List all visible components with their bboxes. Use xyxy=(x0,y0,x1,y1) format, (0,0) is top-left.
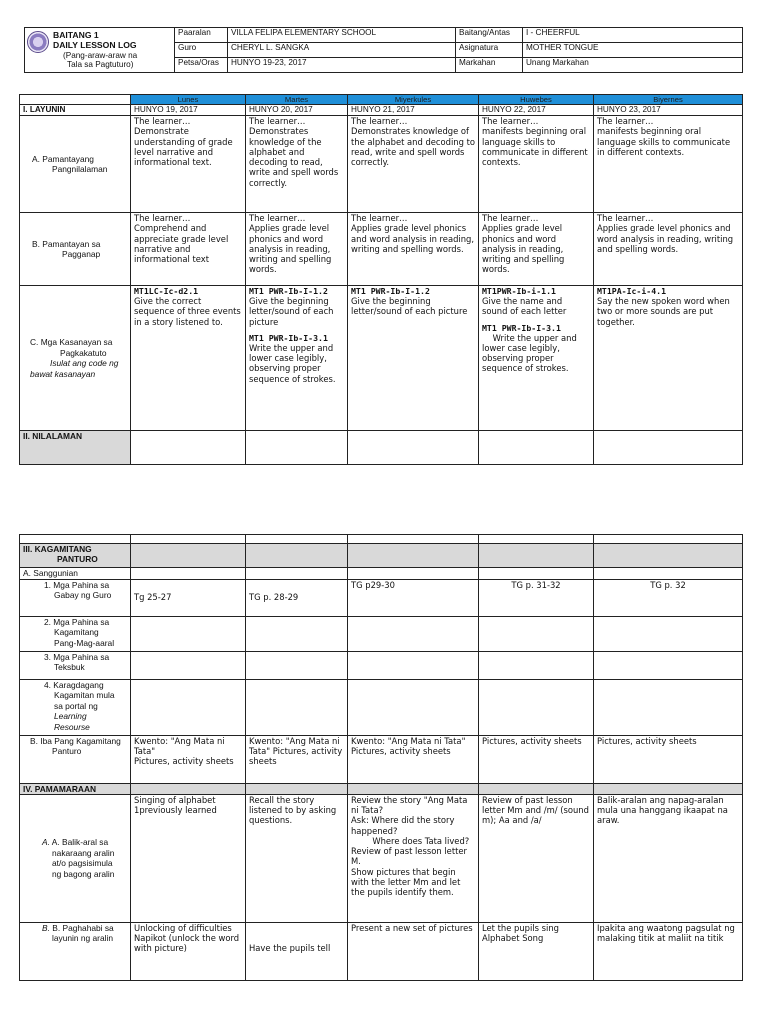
grade-level-value: I - CHEERFUL xyxy=(523,28,743,43)
procedure-cell: Present a new set of pictures xyxy=(348,922,479,980)
content-cell: The learner… manifests beginning oral language skills to communicate in different contexts. xyxy=(479,116,594,213)
empty-cell xyxy=(131,783,246,794)
content-cell: The learner… Applies grade level phonics and word analysis in reading, writing and spelling words. xyxy=(348,213,479,286)
reference-cell: TG p29-30 xyxy=(348,579,479,616)
empty-cell xyxy=(348,783,479,794)
materials-cell: Kwento: "Ang Mata ni Tata" Pictures, activity sheets xyxy=(246,735,348,783)
competency-cell: MT1PWR-Ib-i-1.1 Give the name and sound of each letter MT1 PWR-Ib-I-3.1 Write the upper and lower case legibly, observing proper sequence of strokes. xyxy=(479,286,594,431)
content-cell: The learner… Demonstrate understanding of grade level narrative and informational text. xyxy=(131,116,246,213)
date-label: Petsa/Oras xyxy=(175,58,228,73)
competency-cell: MT1PA-Ic-i-4.1 Say the new spoken word when two or more sounds are put together. xyxy=(594,286,743,431)
competency-cell: MT1LC-Ic-d2.1 Give the correct sequence of three events in a story listened to. xyxy=(131,286,246,431)
content-cell: The learner… Demonstrates knowledge of the alphabet and decoding to read, write and spell words correctly. xyxy=(246,116,348,213)
empty-cell xyxy=(479,431,594,465)
row-label-balik-aral: A. A. Balik-aral sa nakaraang aralin at/o pagsisimula ng bagong aralin xyxy=(20,794,131,922)
empty-cell xyxy=(131,431,246,465)
teacher-value: CHERYL L. SANGKA xyxy=(228,43,456,58)
procedure-cell: Singing of alphabet 1previously learned xyxy=(131,794,246,922)
empty-cell xyxy=(246,651,348,679)
section-kagamitang-panturo: III. KAGAMITANG PANTURO xyxy=(20,544,131,568)
empty-cell xyxy=(348,616,479,651)
materials-cell: Pictures, activity sheets xyxy=(479,735,594,783)
empty-cell xyxy=(594,616,743,651)
competency-code: MT1 PWR-Ib-I-3.1 xyxy=(249,332,328,343)
day-header: Biyernes xyxy=(594,95,743,105)
row-label-teksbuk: 3. Mga Pahina sa Teksbuk xyxy=(20,651,131,679)
row-label-karagdagang-kagamitan: 4. Karagdagang Kagamitan mula sa portal ng Learning Resourse xyxy=(20,679,131,735)
procedure-cell: Let the pupils sing Alphabet Song xyxy=(479,922,594,980)
empty-cell xyxy=(479,679,594,735)
competency-code: MT1LC-Ic-d2.1 xyxy=(134,286,199,296)
empty-cell xyxy=(348,544,479,568)
header-table xyxy=(24,27,743,73)
empty-cell xyxy=(479,616,594,651)
blank-corner xyxy=(20,95,131,105)
school-value: VILLA FELIPA ELEMENTARY SCHOOL xyxy=(228,28,456,43)
procedure-cell: Review the story "Ang Mata ni Tata? Ask: Where did the story happened? Where does Tata lived? Review of past lesson letter M. Show pictures that begin with the letter Mm and let the pupils identify them. xyxy=(348,794,479,922)
competency-code: MT1PWR-Ib-i-1.1 xyxy=(482,286,556,296)
grade-title: BAITANG 1 xyxy=(53,30,99,40)
date-cell: HUNYO 22, 2017 xyxy=(479,105,594,116)
quarter-value: Unang Markahan xyxy=(523,58,743,73)
empty-cell xyxy=(594,568,743,580)
section-layunin: I. LAYUNIN xyxy=(20,105,131,116)
date-cell: HUNYO 21, 2017 xyxy=(348,105,479,116)
materials-cell: Kwento: "Ang Mata ni Tata" Pictures, activity sheets xyxy=(348,735,479,783)
empty-cell xyxy=(348,535,479,544)
procedure-cell: Ipakita ang waatong pagsulat ng malaking titik at maliit na titik xyxy=(594,922,743,980)
reference-cell: Tg 25-27 xyxy=(131,579,246,616)
empty-cell xyxy=(20,535,131,544)
empty-cell xyxy=(246,616,348,651)
procedure-cell: Have the pupils tell xyxy=(246,922,348,980)
empty-cell xyxy=(246,544,348,568)
empty-cell xyxy=(594,431,743,465)
row-label-sanggunian: A. Sanggunian xyxy=(20,568,131,580)
row-label-paghahabi: B. B. Paghahabi sa layunin ng aralin xyxy=(20,922,131,980)
empty-cell xyxy=(348,651,479,679)
row-label-pamantayang-pangnilalaman: A. Pamantayang Pangnilalaman xyxy=(20,116,131,213)
subject-value: MOTHER TONGUE xyxy=(523,43,743,58)
content-cell: The learner… Comprehend and appreciate grade level narrative and informational text xyxy=(131,213,246,286)
content-cell: The learner… Applies grade level phonics and word analysis in reading, writing and spelling words. xyxy=(479,213,594,286)
empty-cell xyxy=(479,535,594,544)
date-cell: HUNYO 23, 2017 xyxy=(594,105,743,116)
empty-cell xyxy=(594,651,743,679)
school-label: Paaralan xyxy=(175,28,228,43)
empty-cell xyxy=(131,568,246,580)
date-cell: HUNYO 19, 2017 xyxy=(131,105,246,116)
grade-level-label: Baitang/Antas xyxy=(456,28,523,43)
reference-cell: TG p. 32 xyxy=(594,579,743,616)
section-pamamaraan: IV. PAMAMARAAN xyxy=(20,783,131,794)
teacher-label: Guro xyxy=(175,43,228,58)
document-subtitle-2: Tala sa Pagtuturo) xyxy=(67,60,134,70)
section-nilalaman: II. NILALAMAN xyxy=(20,431,131,465)
empty-cell xyxy=(131,679,246,735)
empty-cell xyxy=(131,651,246,679)
empty-cell xyxy=(131,535,246,544)
empty-cell xyxy=(479,544,594,568)
empty-cell xyxy=(348,679,479,735)
content-cell: The learner… manifests beginning oral language skills to communicate in different contexts. xyxy=(594,116,743,213)
competency-code: MT1PA-Ic-i-4.1 xyxy=(597,286,667,296)
empty-cell xyxy=(594,679,743,735)
date-value: HUNYO 19-23, 2017 xyxy=(228,58,456,73)
empty-cell xyxy=(348,431,479,465)
empty-cell xyxy=(131,616,246,651)
empty-cell xyxy=(594,535,743,544)
empty-cell xyxy=(246,568,348,580)
procedure-cell: Review of past lesson letter Mm and /m/ (sound m); Aa and /a/ xyxy=(479,794,594,922)
procedure-cell: Recall the story listened to by asking questions. xyxy=(246,794,348,922)
document-title: DAILY LESSON LOG xyxy=(53,40,137,51)
empty-cell xyxy=(594,544,743,568)
row-label-gabay-ng-guro: 1. Mga Pahina sa Gabay ng Guro xyxy=(20,579,131,616)
empty-cell xyxy=(131,544,246,568)
document-subtitle-1: (Pang-araw-araw na xyxy=(63,50,138,60)
deped-seal-icon xyxy=(27,31,49,53)
date-cell: HUNYO 20, 2017 xyxy=(246,105,348,116)
title-block xyxy=(25,28,175,73)
content-cell: The learner… Applies grade level phonics and word analysis in reading, writing and spelling words. xyxy=(246,213,348,286)
competency-code: MT1 PWR-Ib-I-3.1 xyxy=(482,322,561,333)
day-header: Miyerkules xyxy=(348,95,479,105)
day-header: Martes xyxy=(246,95,348,105)
competency-cell: MT1 PWR-Ib-I-1.2 Give the beginning letter/sound of each picture xyxy=(348,286,479,431)
empty-cell xyxy=(246,431,348,465)
day-header: Lunes xyxy=(131,95,246,105)
row-label-iba-pang-kagamitang-panturo: B. Iba Pang Kagamitang Panturo xyxy=(20,735,131,783)
empty-cell xyxy=(479,568,594,580)
lesson-log-table-materials xyxy=(19,534,743,981)
empty-cell xyxy=(246,783,348,794)
empty-cell xyxy=(246,679,348,735)
empty-cell xyxy=(246,535,348,544)
row-label-pamantayan-sa-pagganap: B. Pamantayan sa Pagganap xyxy=(20,213,131,286)
competency-code: MT1 PWR-Ib-I-1.2 xyxy=(249,286,328,296)
competency-code: MT1 PWR-Ib-I-1.2 xyxy=(351,286,430,296)
row-label-kagamitang-pang-mag-aaral: 2. Mga Pahina sa Kagamitang Pang-Mag-aaral xyxy=(20,616,131,651)
content-cell: The learner… Demonstrates knowledge of the alphabet and decoding to read, write and spell words correctly. xyxy=(348,116,479,213)
empty-cell xyxy=(479,783,594,794)
empty-cell xyxy=(594,783,743,794)
materials-cell: Pictures, activity sheets xyxy=(594,735,743,783)
reference-cell: TG p. 31-32 xyxy=(479,579,594,616)
materials-cell: Kwento: "Ang Mata ni Tata" Pictures, activity sheets xyxy=(131,735,246,783)
quarter-label: Markahan xyxy=(456,58,523,73)
procedure-cell: Unlocking of difficulties Napikot (unlock the word with picture) xyxy=(131,922,246,980)
empty-cell xyxy=(479,651,594,679)
reference-cell: TG p. 28-29 xyxy=(246,579,348,616)
lesson-log-table-objectives xyxy=(19,94,743,465)
competency-cell: MT1 PWR-Ib-I-1.2 Give the beginning letter/sound of each picture MT1 PWR-Ib-I-3.1 Write the upper and lower case legibly, observing proper sequence of strokes. xyxy=(246,286,348,431)
content-cell: The learner… Applies grade level phonics and word analysis in reading, writing and spelling words. xyxy=(594,213,743,286)
row-label-mga-kasanayan: C. Mga Kasanayan sa Pagkakatuto Isulat ang code ng bawat kasanayan xyxy=(20,286,131,431)
empty-cell xyxy=(348,568,479,580)
subject-label: Asignatura xyxy=(456,43,523,58)
day-header: Huwebes xyxy=(479,95,594,105)
procedure-cell: Balik-aralan ang napag-aralan mula una hanggang ikaapat na araw. xyxy=(594,794,743,922)
